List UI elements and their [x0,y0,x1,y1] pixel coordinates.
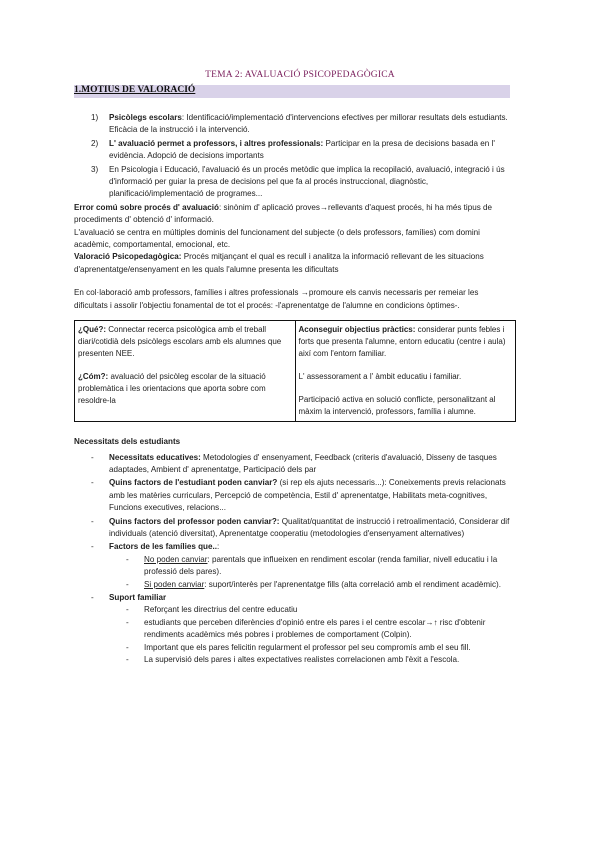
support-subitem [109,654,514,666]
numbered-list [74,112,514,201]
needs-label: Suport familiar [109,592,167,602]
main-content [74,112,514,667]
table-block-text: considerar punts febles i forts que presenta l'alumne, entorn educatiu (centre i aula) així com l'entorn familiar. [298,325,506,359]
support-subitem [109,604,514,616]
needs-text: (si rep els ajuts necessaris...): Coneixements previs relacionats amb les matèries curriculars, Percepció de competència, Estil d' aprenentatge, Habilitats meta-cognitives, Funcions executives, relacions... [109,478,506,513]
dash-marker: - [126,617,129,627]
needs-text: : [216,542,220,552]
page-title: TEMA 2: AVALUACIÓ PSICOPEDAGÒGICA [205,70,395,80]
needs-item [74,516,514,541]
valoracio-text: Procés mitjançant el qual es recull i analitza la informació rellevant de les situacions d'aprenentatge/ensenyament en les quals l'alumne presenta les dificultats [74,252,484,274]
needs-text: Qualitat/quantitat de instrucció i retroalimentació, Considerar dif individuals (atenció diversitat), Aprenentatge cooperatiu (metodologies d'ensenyament alternatives) [109,516,510,538]
family-sub-label: No poden canviar [144,554,208,564]
error-label: Error comú sobre procés d' avaluació [74,202,219,212]
error-paragraph [74,202,514,227]
table-block-label: Aconseguir objectius pràctics: [298,325,416,335]
numbered-item [74,112,514,137]
valoracio-paragraph [74,251,514,276]
support-subitem [109,642,514,654]
support-sublist [109,604,514,666]
table-block-text: Connectar recerca psicològica amb el treball diari/cotidià dels psicòlegs escolars amb els alumnes que presenten NEE. [78,325,282,359]
table-left-cell [75,321,296,422]
item-number: 3) [91,164,99,174]
numbered-item [74,138,514,163]
support-text: La supervisió dels pares i altes expectatives realistes correlacionen amb l'èxit a l'escola. [144,655,460,664]
dash-marker: - [126,554,129,564]
item-text: Participar en la presa de decisions basada en l' evidència. Adopció de decisions importants [109,138,495,161]
table-block [299,324,513,360]
needs-label: Factors de les famílies que.. [109,542,217,552]
family-subitem [109,554,514,579]
item-bold: L' avaluació permet a professors, i altres professionals: [109,138,324,148]
table-right-cell [295,321,516,422]
error-text: : sinònim d' aplicació proves→rellevants d'aquest procés, hi ha més tipus de procediments d' obtenció d' informació. [74,202,492,225]
support-text: Important que els pares felicitin regularment el professor pel seu compromís amb el seu fill. [144,642,471,652]
dash-marker: - [126,605,129,615]
table-block [299,394,513,418]
dash-marker: - [126,642,129,652]
table-block-text: Participació activa en solució conflicte, personalitzant al màxim la intervenció, professors, família i alumne. [298,395,496,417]
item-number: 1) [91,113,99,122]
valoracio-label: Valoració Psicopedagògica: [74,252,182,262]
table-block-text: L' assessorament a l' àmbit educatiu i familiar. [298,372,462,382]
numbered-item [74,164,514,201]
family-subitem [109,579,514,591]
dash-marker: - [126,655,129,664]
family-sub-text: : parentals que influeixen en rendiment escolar (renda familiar, nivell educatiu i la professió dels pares). [144,554,498,577]
dash-marker: - [91,592,94,602]
dash-marker: - [126,579,129,589]
table-block-text: avaluació del psicòleg escolar de la situació problemàtica i les orientacions que aporta sobre com resoldre-la [78,372,266,406]
table-block [299,371,513,383]
needs-item [74,592,514,666]
needs-label: Quins factors del professor poden canviar?: [109,516,280,526]
needs-item [74,477,514,514]
family-sublist [109,554,514,591]
family-sub-text: : suport/interès per l'aprenentatge fills (alta correlació amb el rendiment acadèmic). [204,579,501,589]
dash-marker: - [91,452,94,462]
support-text: Reforçant les directrius del centre educatiu [144,605,298,615]
item-text: En Psicologia i Educació, l'avaluació és un procés metòdic que implica la recopilació, avaluació, integració i ús d'informació per guiar la presa de decisions pel que fa al procés instruccional, diagnòstic, planificació/implementació de programes... [109,164,505,199]
collab-paragraph: En col·laboració amb professors, famílies i altres professionals →promoure els canvis necessaris per remeiar les dificultats i assolir l'objectiu fonamental de tot el procés: -l'aprenentatge de l'alumne en condicions òptimes-. [74,288,479,310]
needs-title: Necessitats dels estudiants [74,437,181,447]
dash-marker: - [91,542,94,552]
section-heading: 1.MOTIUS DE VALORACIÓ [74,85,196,95]
needs-text: Metodologies d' ensenyament, Feedback (criteris d'avaluació, Disseny de tasques adaptades, Ambient d' aprenentatge, Participació dels par [109,452,497,474]
section-heading-bar [74,85,510,98]
domains-paragraph: L'avaluació se centra en múltiples dominis del funcionament del subjecte (o dels professors, famílies) com domini acadèmic, comportamental, emocional, etc. [74,227,480,250]
dash-marker: - [91,478,94,488]
table-block [78,371,292,407]
support-text: estudiants que perceben diferències d'opinió entre els pares i el centre escolar→↑ risc d'obtenir rendiments acadèmics més pobres i problemes de comportament (Colpin). [144,617,486,640]
info-table [74,320,516,422]
needs-label: Quins factors de l'estudiant poden canviar? [109,478,278,488]
item-text: : Identificació/implementació d'intervencions efectives per millorar resultats dels estudiants. Eficàcia de la instrucció i la intervenció. [109,113,508,135]
needs-item [74,541,514,591]
item-bold: Psicòlegs escolars [109,113,182,122]
family-sub-label: Si poden canviar [144,579,205,589]
item-number: 2) [91,138,99,148]
support-subitem [109,617,514,642]
needs-label: Necessitats educatives: [109,452,201,462]
dash-marker: - [91,516,94,526]
needs-item [74,452,514,477]
table-block-label: ¿Cóm?: [78,372,109,382]
table-block [78,324,292,360]
table-block-label: ¿Qué?: [78,325,106,335]
needs-list [74,452,514,667]
